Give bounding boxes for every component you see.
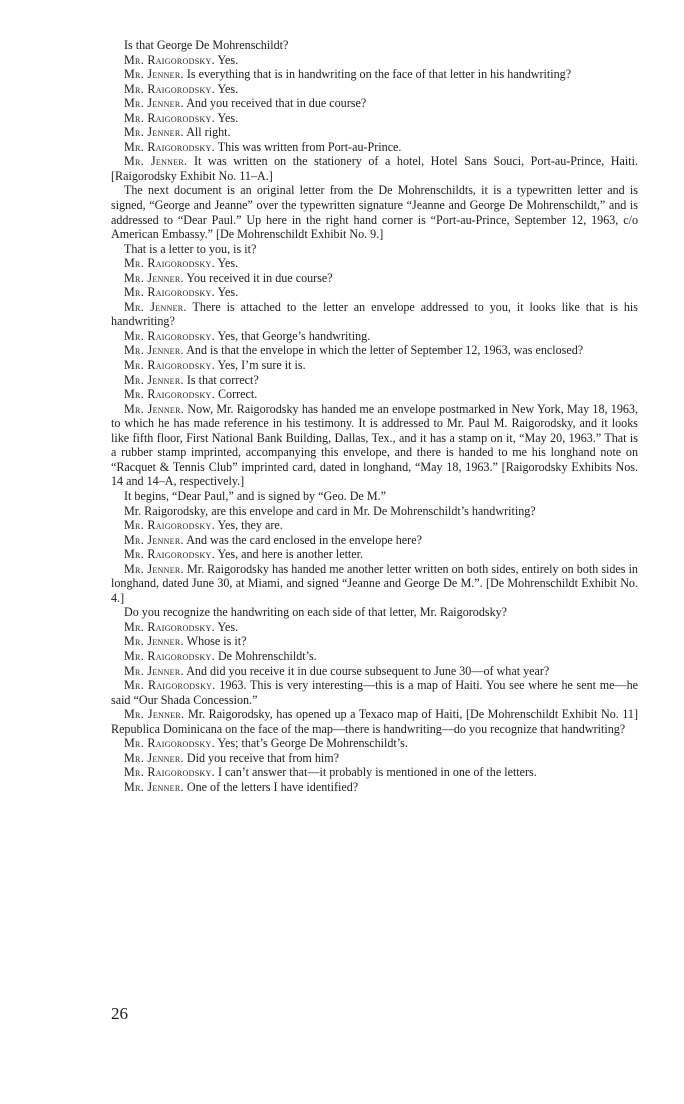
speaker-name: Mr. Jenner. bbox=[124, 401, 185, 416]
speaker-name: Mr. Raigorodsky. bbox=[124, 256, 215, 271]
paragraph-text: Is that correct? bbox=[186, 372, 259, 387]
paragraph-text: It begins, “Dear Paul,” and is signed by “Geo. De M.” bbox=[124, 488, 386, 503]
paragraph-text: Mr. Raigorodsky, has opened up a Texaco map of Haiti, [De Mohrenschildt Exhibit No. 11] Republica Dominicana on the face of the map—there is handwriting—do you recognize that handwriting? bbox=[111, 707, 639, 736]
paragraph bbox=[111, 504, 638, 519]
paragraph-text: Yes. bbox=[217, 619, 239, 634]
paragraph bbox=[111, 751, 638, 766]
paragraph bbox=[111, 373, 638, 388]
paragraph bbox=[111, 634, 638, 649]
paragraph-text: Yes. bbox=[217, 81, 239, 96]
paragraph-text: One of the letters I have identified? bbox=[186, 779, 359, 794]
paragraph bbox=[111, 780, 638, 795]
page-number: 26 bbox=[111, 1004, 128, 1023]
paragraph bbox=[111, 256, 638, 271]
paragraph bbox=[111, 678, 638, 707]
speaker-name: Mr. Jenner. bbox=[124, 270, 184, 285]
paragraph-text: Yes, they are. bbox=[217, 518, 283, 533]
paragraph bbox=[111, 358, 638, 373]
paragraph-text: Did you receive that from him? bbox=[186, 750, 340, 765]
paragraph-text: And you received that in due course? bbox=[186, 96, 367, 111]
paragraph-text: Yes; that’s George De Mohrenschildt’s. bbox=[217, 736, 408, 751]
speaker-name: Mr. Raigorodsky. bbox=[124, 736, 215, 751]
paragraph bbox=[111, 533, 638, 548]
speaker-name: Mr. Jenner. bbox=[124, 634, 184, 649]
paragraph-text: It was written on the stationery of a hotel, Hotel Sans Souci, Port-au-Prince, Haiti. [Raigorodsky Exhibit No. 11–A.] bbox=[111, 154, 638, 183]
speaker-name: Mr. Jenner. bbox=[124, 343, 184, 358]
speaker-name: Mr. Jenner. bbox=[124, 561, 184, 576]
paragraph-text: 1963. This is very interesting—this is a map of Haiti. You see where he sent me—he said “Our Shada Concession.” bbox=[111, 678, 638, 707]
paragraph-text: I can’t answer that—it probably is mentioned in one of the letters. bbox=[217, 765, 537, 780]
paragraph-text: Is everything that is in handwriting on the face of that letter in his handwriting? bbox=[186, 67, 572, 82]
paragraph-text: And is that the envelope in which the letter of September 12, 1963, was enclosed? bbox=[186, 343, 584, 358]
speaker-name: Mr. Raigorodsky. bbox=[124, 648, 215, 663]
paragraph bbox=[111, 300, 638, 329]
paragraph bbox=[111, 183, 638, 241]
paragraph-text: All right. bbox=[186, 125, 231, 140]
paragraph-text: There is attached to the letter an envelope addressed to you, it looks like that is his handwriting? bbox=[111, 299, 638, 329]
paragraph-text: And was the card enclosed in the envelope here? bbox=[186, 532, 422, 547]
speaker-name: Mr. Jenner. bbox=[124, 663, 184, 678]
paragraph-text: Yes. bbox=[217, 285, 239, 300]
speaker-name: Mr. Jenner. bbox=[124, 67, 184, 82]
speaker-name: Mr. Jenner. bbox=[124, 125, 184, 140]
paragraph bbox=[111, 605, 638, 620]
paragraph bbox=[111, 111, 638, 126]
paragraph-text: You received it in due course? bbox=[186, 270, 333, 285]
speaker-name: Mr. Raigorodsky. bbox=[124, 52, 215, 67]
paragraph-text: And did you receive it in due course subsequent to June 30—of what year? bbox=[186, 663, 550, 678]
speaker-name: Mr. Raigorodsky. bbox=[124, 678, 216, 693]
paragraph-text: Yes, that George’s handwriting. bbox=[217, 328, 371, 343]
paragraph-text: Yes. bbox=[217, 256, 239, 271]
paragraph-text: Whose is it? bbox=[186, 634, 247, 649]
paragraph bbox=[111, 765, 638, 780]
paragraph bbox=[111, 664, 638, 679]
paragraph-text: Yes. bbox=[217, 52, 239, 67]
paragraph bbox=[111, 518, 638, 533]
speaker-name: Mr. Raigorodsky. bbox=[124, 110, 215, 125]
speaker-name: Mr. Raigorodsky. bbox=[124, 765, 215, 780]
paragraph-text: The next document is an original letter from the De Mohrenschildts, it is a typewritten letter and is signed, “George and Jeanne” over the typewritten signature “Jeanne and George De Mohrenschildt,” and is addressed to “Dear Paul.” Up here in the right hand corner is “Port-au-Prince, September 12, 1963, c/o American Embassy.” [De Mohrenschildt Exhibit No. 9.] bbox=[111, 183, 638, 242]
paragraph bbox=[111, 707, 638, 736]
paragraph bbox=[111, 96, 638, 111]
speaker-name: Mr. Raigorodsky. bbox=[124, 139, 215, 154]
speaker-name: Mr. Jenner. bbox=[124, 532, 184, 547]
speaker-name: Mr. Jenner. bbox=[124, 750, 184, 765]
paragraph bbox=[111, 271, 638, 286]
speaker-name: Mr. Jenner. bbox=[124, 154, 188, 169]
paragraph bbox=[111, 343, 638, 358]
speaker-name: Mr. Raigorodsky. bbox=[124, 328, 215, 343]
speaker-name: Mr. Raigorodsky. bbox=[124, 619, 215, 634]
paragraph-text: Yes, I’m sure it is. bbox=[217, 358, 306, 373]
paragraph bbox=[111, 67, 638, 82]
speaker-name: Mr. Jenner. bbox=[124, 707, 185, 722]
paragraph bbox=[111, 53, 638, 68]
paragraph-text: De Mohrenschildt’s. bbox=[217, 648, 317, 663]
paragraph-text: Do you recognize the handwriting on each side of that letter, Mr. Raigorodsky? bbox=[124, 605, 508, 620]
paragraph bbox=[111, 402, 638, 489]
transcript-page bbox=[111, 38, 638, 794]
paragraph-text: Now, Mr. Raigorodsky has handed me an envelope postmarked in New York, May 18, 1963, to which he has made reference in his testimony. It is addressed to Mr. Paul M. Raigorodsky, and it looks like fifth floor, First National Bank Building, Dallas, Tex., and it has a stamp on it, “May 20, 1963.” That is a rubber stamp imprinted, accompanying this envelope, and there is handed to me his longhand note on “Racquet & Tennis Club” imprinted card, dated in longhand, “May 18, 1963.” [Raigorodsky Exhibits Nos. 14 and 14–A, respectively.] bbox=[111, 401, 638, 489]
paragraph bbox=[111, 154, 638, 183]
speaker-name: Mr. Raigorodsky. bbox=[124, 547, 215, 562]
paragraph bbox=[111, 38, 638, 53]
speaker-name: Mr. Raigorodsky. bbox=[124, 285, 215, 300]
paragraph bbox=[111, 285, 638, 300]
speaker-name: Mr. Raigorodsky. bbox=[124, 518, 215, 533]
speaker-name: Mr. Raigorodsky. bbox=[124, 358, 215, 373]
paragraph bbox=[111, 329, 638, 344]
paragraph bbox=[111, 649, 638, 664]
paragraph-text: That is a letter to you, is it? bbox=[124, 241, 257, 256]
paragraph bbox=[111, 82, 638, 97]
paragraph bbox=[111, 620, 638, 635]
paragraph-text: Yes. bbox=[217, 110, 239, 125]
paragraph bbox=[111, 562, 638, 606]
paragraph-text: Mr. Raigorodsky has handed me another letter written on both sides, entirely on both sides in longhand, dated June 30, at Miami, and signed “Jeanne and George De M.”. [De Mohrenschildt Exhibit No. 4.] bbox=[111, 561, 638, 605]
paragraph-text: Is that George De Mohrenschildt? bbox=[124, 38, 289, 52]
speaker-name: Mr. Jenner. bbox=[124, 779, 184, 794]
speaker-name: Mr. Raigorodsky. bbox=[124, 387, 215, 402]
paragraph bbox=[111, 736, 638, 751]
paragraph bbox=[111, 547, 638, 562]
paragraph bbox=[111, 125, 638, 140]
paragraph-text: Correct. bbox=[217, 387, 258, 402]
speaker-name: Mr. Jenner. bbox=[124, 96, 184, 111]
speaker-name: Mr. Raigorodsky. bbox=[124, 81, 215, 96]
paragraph bbox=[111, 387, 638, 402]
paragraph bbox=[111, 140, 638, 155]
paragraph-text: Yes, and here is another letter. bbox=[217, 547, 364, 562]
paragraph-text: This was written from Port-au-Prince. bbox=[217, 139, 402, 154]
paragraph bbox=[111, 489, 638, 504]
speaker-name: Mr. Jenner. bbox=[124, 299, 187, 314]
paragraph-text: Mr. Raigorodsky, are this envelope and card in Mr. De Mohrenschildt’s handwriting? bbox=[124, 503, 536, 518]
speaker-name: Mr. Jenner. bbox=[124, 372, 184, 387]
paragraph bbox=[111, 242, 638, 257]
